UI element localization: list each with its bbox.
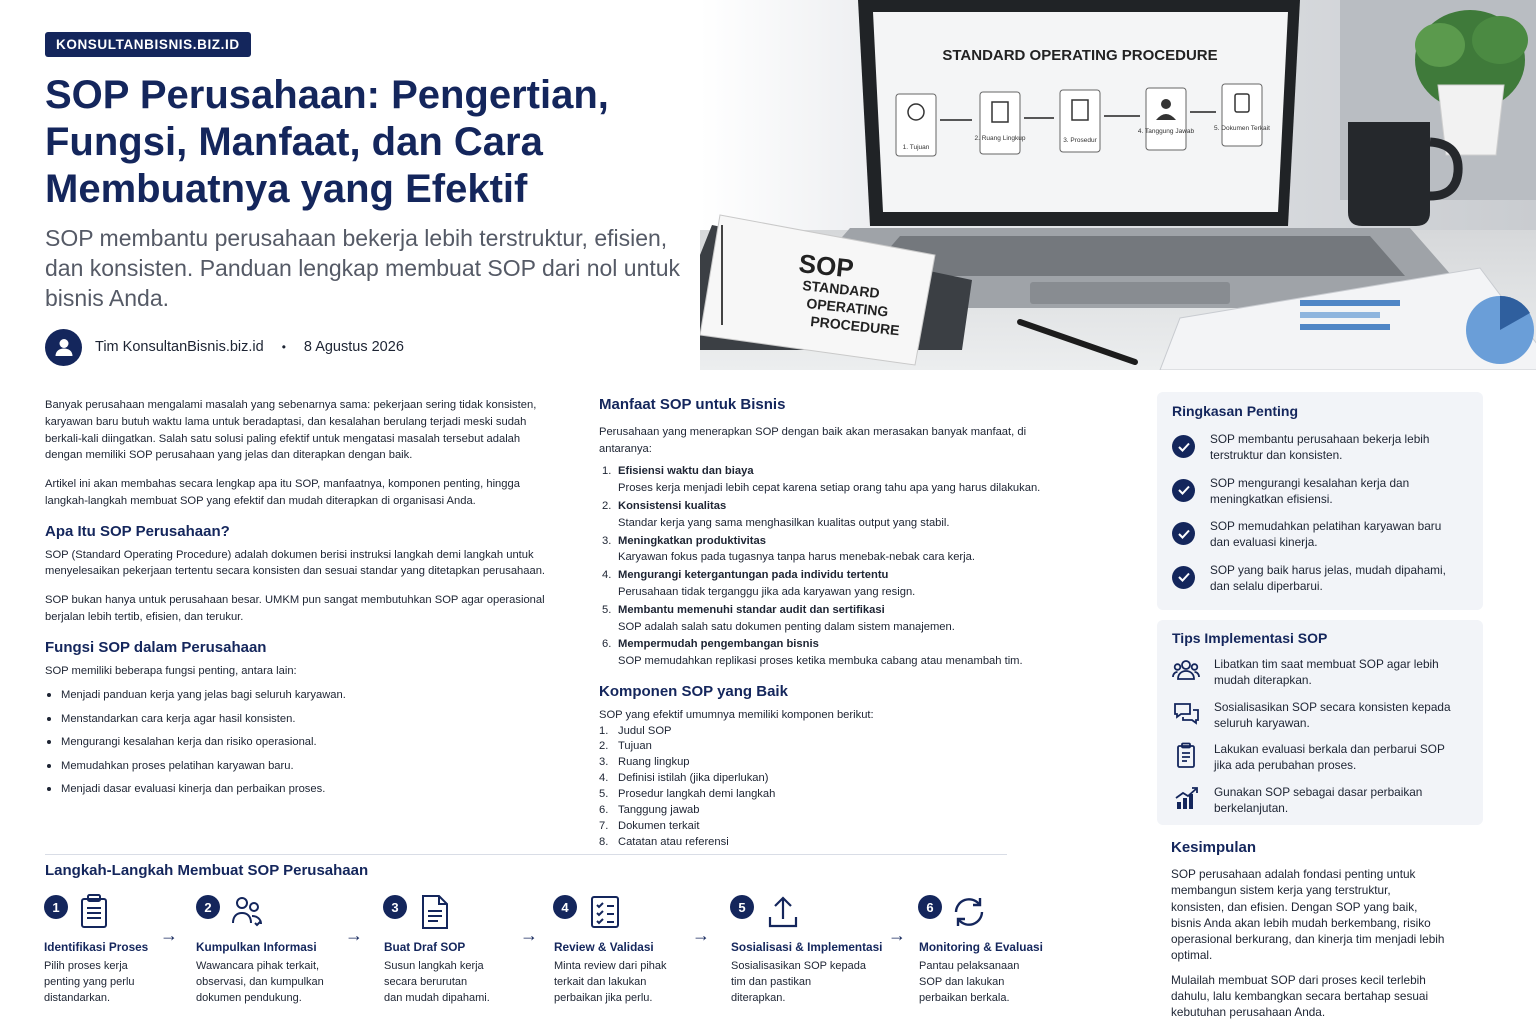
step-title: Kumpulkan Informasi [196,940,317,954]
arrow-right-icon: → [888,925,906,945]
flow-step-3-label: 3. Prosedur [1063,137,1097,144]
item-title: Konsistensi kualitas [618,499,727,512]
item-text: Judul SOP [618,724,672,737]
item-text: Definisi istilah (jika diperlukan) [618,772,769,785]
summary-text: SOP membantu perusahaan bekerja lebih terstruktur dan konsisten. [1210,432,1430,463]
list-item: Memudahkan proses pelatihan karyawan baru. [45,758,555,775]
check-icon [1172,566,1195,589]
step-description: Minta review dari pihak terkait dan lakukan perbaikan jika perlu. [554,960,667,1004]
list-item [599,498,1099,532]
list-item [599,787,1099,803]
item-number: 1. [602,465,612,478]
list-item [599,835,1099,851]
section-divider [45,854,1007,855]
item-number: 4. [602,569,612,582]
item-text: Tanggung jawab [618,804,700,817]
list-item: Menjadi dasar evaluasi kinerja dan perbaikan proses. [45,781,555,798]
item-number: 3. [599,756,609,769]
summary-text: SOP mengurangi kesalahan kerja dan meningkatkan efisiensi. [1210,475,1410,506]
meta-separator: • [281,340,286,354]
list-item [599,567,1099,601]
intro-paragraph-2: Artikel ini akan membahas secara lengkap apa itu SOP, manfaatnya, komponen penting, hingga langkah-langkah membuat SOP yang efektif dan mudah diterapkan di organisasi Anda. [45,478,520,507]
tips-card [1157,620,1483,825]
checklist-icon [588,893,622,931]
arrow-right-icon: → [160,925,178,945]
item-number: 1. [599,724,609,737]
item-number: 5. [599,788,609,801]
article-middle-column [599,383,1099,851]
list-item [599,771,1099,787]
item-number: 5. [602,603,612,616]
item-number: 6. [602,638,612,651]
upload-icon [766,893,800,931]
tips-heading: Tips Implementasi SOP [1172,630,1328,646]
section-heading-fungsi: Fungsi SOP dalam Perusahaan [45,638,267,656]
item-number: 7. [599,819,609,832]
item-number: 2. [599,740,609,753]
list-item: Menjadi panduan kerja yang jelas bagi seluruh karyawan. [45,687,555,704]
item-title: Membantu memenuhi standar audit dan sertifikasi [618,603,885,616]
item-number: 8. [599,835,609,848]
tip-item [1172,741,1468,774]
section-heading-komponen: Komponen SOP yang Baik [599,682,788,700]
arrow-right-icon: → [520,925,538,945]
tip-text: Lakukan evaluasi berkala dan perbarui SOP jika ada perubahan proses. [1214,742,1445,773]
binder-line-2: OPERATING [805,295,890,320]
tip-text: Gunakan SOP sebagai dasar perbaikan berkelanjutan. [1214,784,1423,816]
flow-step-4-label: 4. Tanggung Jawab [1137,128,1195,135]
tip-text: Sosialisasikan SOP secara konsisten kepada seluruh karyawan. [1214,699,1451,730]
check-icon [1172,435,1195,458]
step-description: Susun langkah kerja secara berurutan dan mudah dipahami. [384,960,490,1004]
conclusion-paragraph-1: SOP perusahaan adalah fondasi penting untuk membangun sistem kerja yang terstruktur, konsisten, dan efisien. Dengan SOP yang baik, bisnis Anda akan lebih mudah berkembang, risiko operasional berkurang, dan kinerja tim menjadi lebih optimal. [1171,867,1445,963]
manfaat-intro: Perusahaan yang menerapkan SOP dengan baik akan merasakan banyak manfaat, di antaranya: [599,425,1027,455]
summary-item [1172,518,1468,551]
item-title: Efisiensi waktu dan biaya [618,465,754,478]
step-description: Wawancara pihak terkait, observasi, dan kumpulkan dokumen pendukung. [196,960,324,1004]
steps-heading: Langkah-Langkah Membuat SOP Perusahaan [45,862,369,879]
publish-date: 8 Agustus 2026 [303,339,404,355]
summary-item [1172,562,1468,595]
item-description: Karyawan fokus pada tugasnya tanpa harus menebak-nebak cara kerja. [618,551,975,564]
tip-text: Libatkan tim saat membuat SOP agar lebih mudah diterapkan. [1214,657,1439,688]
author-name[interactable]: Tim KonsultanBisnis.biz.id [95,339,264,355]
list-item [599,803,1099,819]
arrow-right-icon: → [692,925,710,945]
item-text: Tujuan [618,740,652,753]
what-paragraph-2: SOP bukan hanya untuk perusahaan besar. UMKM pun sangat membutuhkan SOP agar operasional berjalan lebih tertib, efisien, dan terukur. [45,594,545,623]
document-icon [418,893,452,931]
step-title: Buat Draf SOP [384,940,466,954]
arrow-right-icon: → [345,925,363,945]
growth-chart-icon [1172,784,1200,812]
binder-line-1: STANDARD [801,277,881,302]
item-text: Ruang lingkup [618,756,690,769]
step-description: Sosialisasikan SOP kepada tim dan pastikan diterapkan. [731,960,866,1004]
tip-item [1172,699,1468,732]
item-number: 6. [599,804,609,817]
team-icon [1172,656,1200,684]
list-item [599,463,1099,497]
flow-step-5-label: 5. Dokumen Terkait [1214,125,1270,132]
item-description: Standar kerja yang sama menghasilkan kualitas output yang stabil. [618,516,950,529]
item-title: Mempermudah pengembangan bisnis [618,638,819,651]
clipboard-icon [1172,741,1200,769]
list-item: Mengurangi kesalahan kerja dan risiko operasional. [45,734,555,751]
tip-item [1172,656,1468,689]
step-number: 4 [553,895,577,919]
summary-item [1172,431,1468,464]
step-number: 5 [730,895,754,919]
item-title: Mengurangi ketergantungan pada individu tertentu [618,569,889,582]
tip-item [1172,784,1468,817]
step-number: 2 [196,895,220,919]
summary-item [1172,475,1468,508]
list-item: Menstandarkan cara kerja agar hasil konsisten. [45,711,555,728]
manfaat-list [599,463,1099,670]
item-text: Dokumen terkait [618,819,700,832]
section-heading-manfaat: Manfaat SOP untuk Bisnis [599,396,786,413]
list-item [599,533,1099,567]
item-number: 3. [602,534,612,547]
clipboard-icon [78,893,112,931]
fungsi-list [45,687,555,797]
refresh-icon [952,893,986,931]
step-number: 1 [44,895,68,919]
list-item [599,636,1099,670]
flow-step-2-label: 2. Ruang Lingkup [974,135,1026,142]
page-subtitle: SOP membantu perusahaan bekerja lebih terstruktur, efisien, dan konsisten. Panduan lengkap membuat SOP dari nol untuk bisnis Anda. [45,225,681,311]
site-brand-badge[interactable]: KONSULTANBISNIS.BIZ.ID [45,32,251,57]
item-title: Meningkatkan produktivitas [618,534,766,547]
summary-text: SOP memudahkan pelatihan karyawan baru dan evaluasi kinerja. [1210,519,1442,550]
step-description: Pilih proses kerja penting yang perlu distandarkan. [44,960,135,1004]
intro-paragraph-1: Banyak perusahaan mengalami masalah yang sebenarnya sama: pekerjaan sering tidak konsisten, karyawan baru butuh waktu lama untuk beradaptasi, dan kesalahan berulang terjadi meski sudah berkali-kali diingatkan. Salah satu solusi paling efektif untuk mengatasi masalah tersebut adalah dengan memiliki SOP perusahaan yang jelas dan diterapkan dengan baik. [45,399,537,462]
item-description: SOP memudahkan replikasi proses ketika membuka cabang atau menambah tim. [618,655,1023,668]
avatar[interactable] [45,329,82,366]
page-title: SOP Perusahaan: Pengertian, Fungsi, Manfaat, dan Cara Membuatnya yang Efektif [45,73,609,211]
people-icon [230,893,264,931]
list-item [599,755,1099,771]
komponen-list [599,724,1099,851]
summary-text: SOP yang baik harus jelas, mudah dipahami, dan selalu diperbarui. [1210,562,1446,594]
screen-title: STANDARD OPERATING PROCEDURE [942,47,1218,64]
fungsi-intro: SOP memiliki beberapa fungsi penting, antara lain: [45,664,297,677]
user-icon [53,336,75,358]
item-number: 4. [599,772,609,785]
chat-icon [1172,699,1200,727]
list-item [599,724,1099,740]
item-text: Prosedur langkah demi langkah [618,788,776,801]
item-description: Perusahaan tidak terganggu jika ada karyawan yang resign. [618,585,916,598]
what-paragraph-1: SOP (Standard Operating Procedure) adalah dokumen berisi instruksi langkah demi langkah untuk menyelesaikan pekerjaan tertentu secara konsisten dan sesuai standar yang ditetapkan perusahaan. [45,548,546,578]
flow-step-1-label: 1. Tujuan [902,144,930,151]
hero-image [700,0,1536,370]
conclusion-section [1171,839,1446,1024]
conclusion-heading: Kesimpulan [1171,839,1257,856]
summary-heading: Ringkasan Penting [1172,403,1299,419]
step-title: Identifikasi Proses [44,940,149,954]
step-description: Pantau pelaksanaan SOP dan lakukan perbaikan berkala. [919,960,1020,1004]
binder-title: SOP [797,248,856,284]
author-meta [45,329,404,365]
check-icon [1172,479,1195,502]
step-title: Sosialisasi & Implementasi [731,940,883,954]
item-description: Proses kerja menjadi lebih cepat karena setiap orang tahu apa yang harus dilakukan. [618,482,1041,495]
item-number: 2. [602,499,612,512]
binder-line-3: PROCEDURE [809,313,901,339]
komponen-intro: SOP yang efektif umumnya memiliki komponen berikut: [599,708,874,721]
check-icon [1172,522,1195,545]
list-item [599,602,1099,636]
step-title: Monitoring & Evaluasi [919,940,1043,954]
summary-card [1157,392,1483,610]
step-number: 3 [383,895,407,919]
section-heading-apa-itu: Apa Itu SOP Perusahaan? [45,522,230,540]
step-number: 6 [918,895,942,919]
item-text: Catatan atau referensi [618,835,729,848]
item-description: SOP adalah salah satu dokumen penting dalam sistem manajemen. [618,620,955,633]
list-item [599,739,1099,755]
conclusion-paragraph-2: Mulailah membuat SOP dari proses kecil terlebih dahulu, lalu kembangkan secara bertahap sesuai kebutuhan perusahaan Anda. [1171,972,1429,1020]
article-left-column [45,397,555,804]
list-item [599,819,1099,835]
step-title: Review & Validasi [554,940,654,954]
